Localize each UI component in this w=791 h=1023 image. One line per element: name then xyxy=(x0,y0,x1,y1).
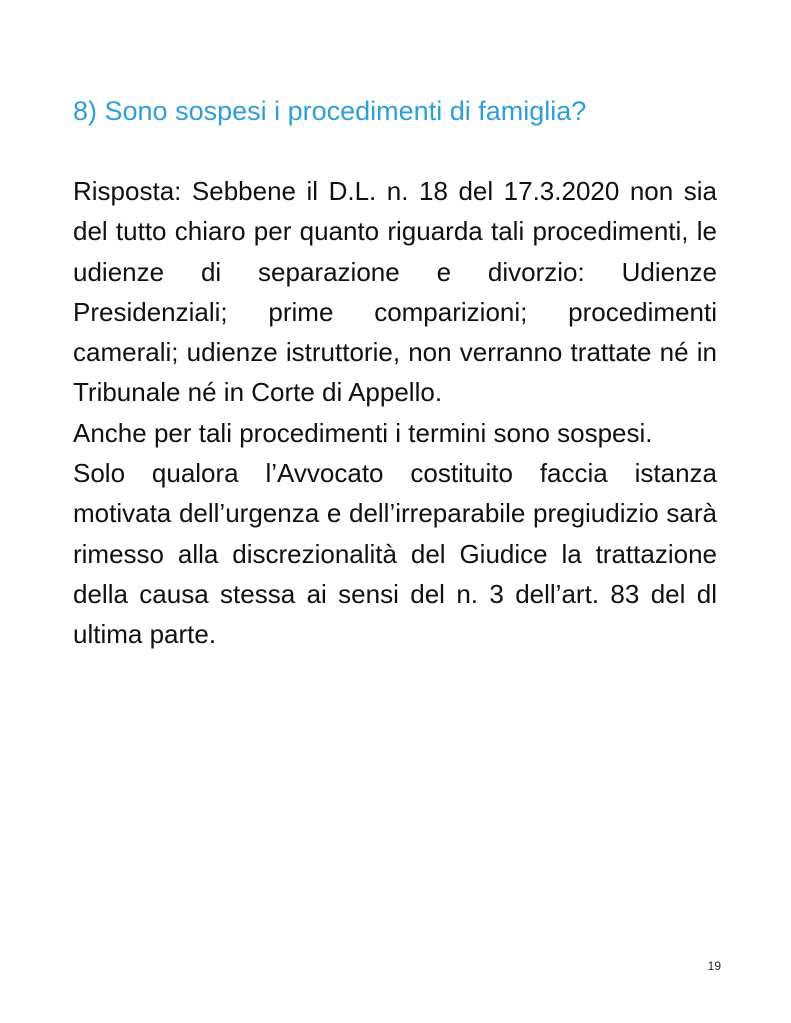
paragraph-terms: Anche per tali procedimenti i termini sono sospesi. xyxy=(73,417,653,448)
paragraph-answer: Risposta: Sebbene il D.L. n. 18 del 17.3.2020 non sia del tutto chiaro per quanto riguarda tali procedimenti, le udienze di separazione e divorzio: Udienze Presidenziali; prime comparizioni; procedimenti camerali; udienze istruttorie, non verranno trattate né in Tribunale né in Corte di Appello. xyxy=(73,176,717,408)
section-heading: 8) Sono sospesi i procedimenti di famiglia? xyxy=(73,96,587,126)
page-number: 19 xyxy=(707,959,721,973)
paragraph-urgency: Solo qualora l’Avvocato costituito faccia istanza motivata dell’urgenza e dell’irreparabile pregiudizio sarà rimesso alla discrezionalità del Giudice la trattazione della causa stessa ai sensi del n. 3 dell’art. 83 del dl ultima parte. xyxy=(73,458,717,650)
body-text xyxy=(73,171,717,655)
